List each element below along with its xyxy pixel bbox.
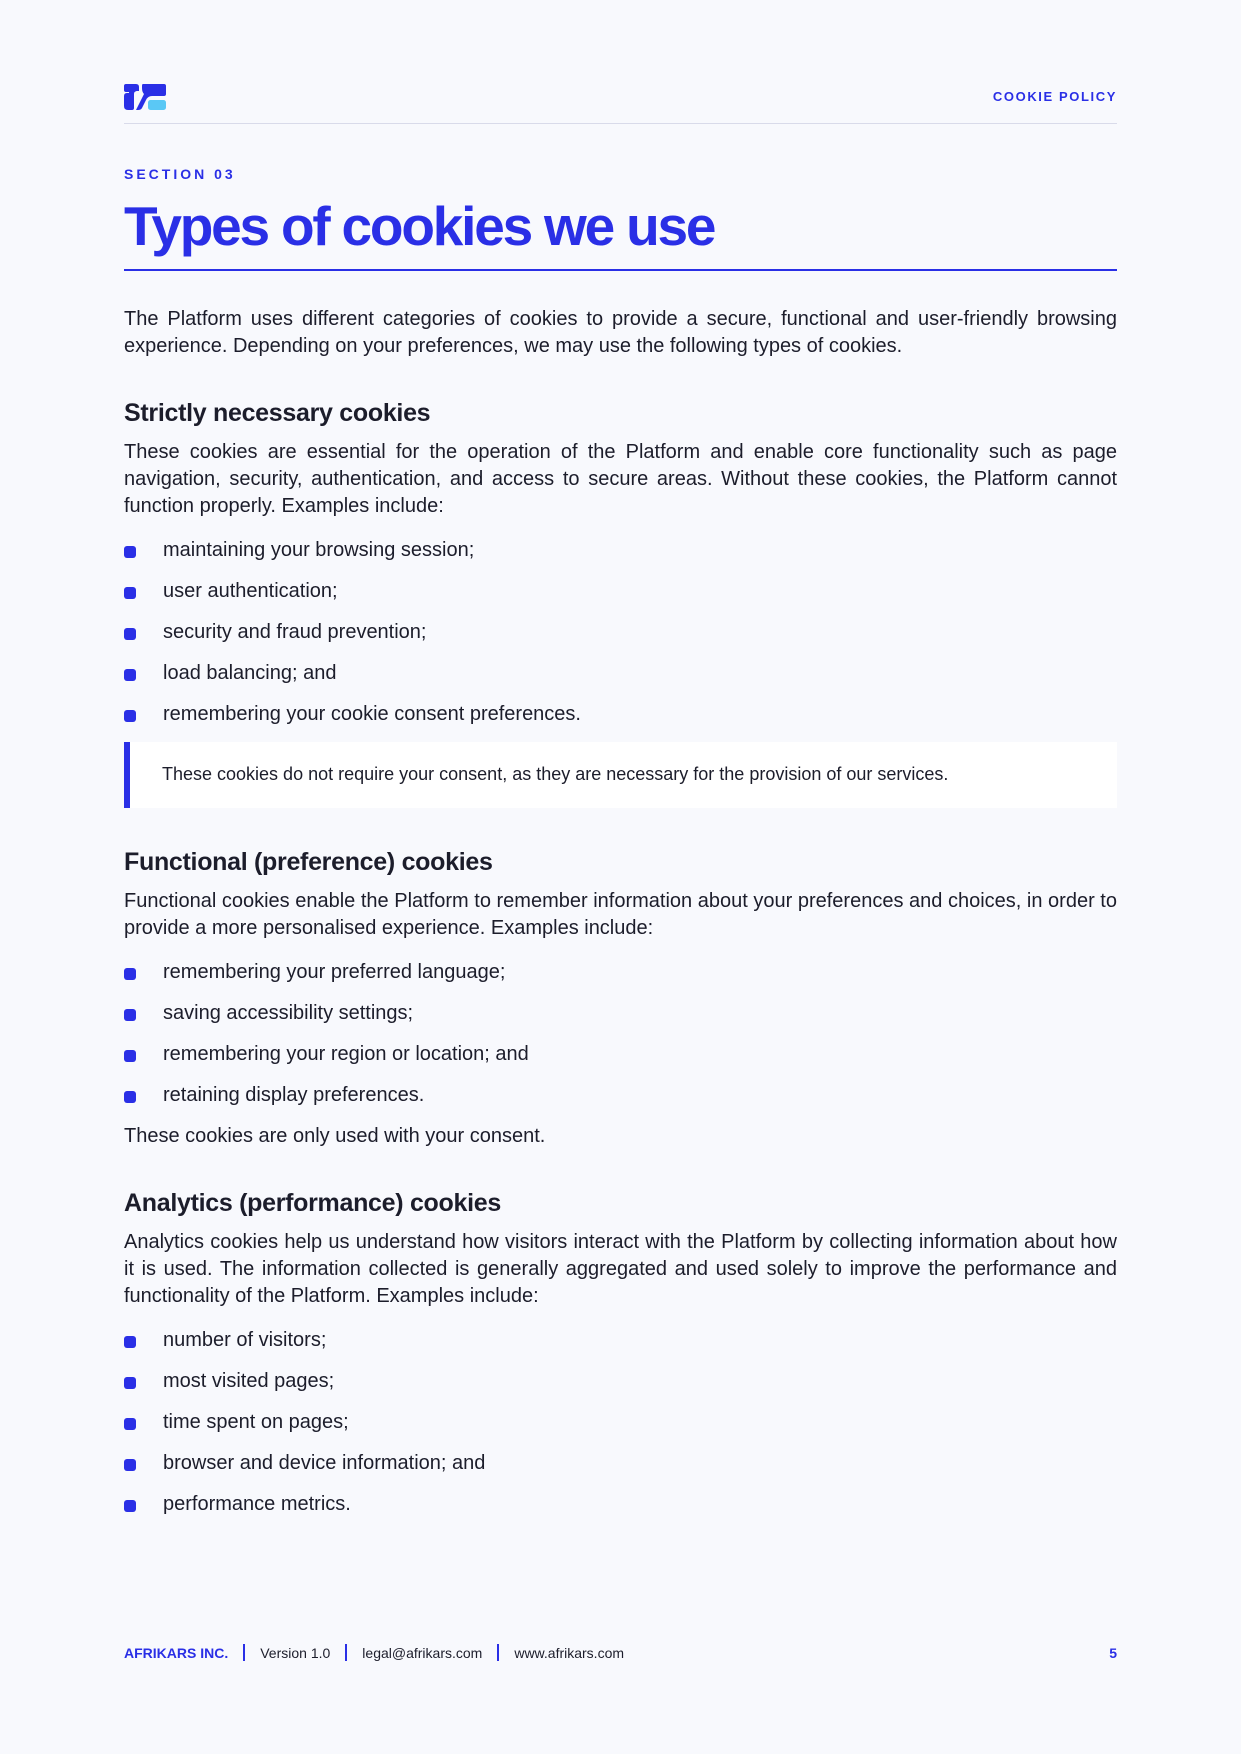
functional-paragraph: Functional cookies enable the Platform to remember information about your preferences and choices, in order to provide a more personalised experience. Examples include: bbox=[124, 890, 1117, 939]
list-item bbox=[124, 1327, 1117, 1354]
list-item bbox=[124, 537, 1117, 564]
list-item-text: retaining display preferences. bbox=[163, 1084, 425, 1106]
list-item-text: maintaining your browsing session; bbox=[163, 539, 475, 561]
list-item bbox=[124, 1082, 1117, 1109]
analytics-paragraph: Analytics cookies help us understand how visitors interact with the Platform by collecting information about how it is used. The information collected is generally aggregated and used solely to improve the performance and functionality of the Platform. Examples include: bbox=[124, 1231, 1117, 1307]
footer-separator bbox=[243, 1644, 245, 1661]
footer-separator bbox=[345, 1644, 347, 1661]
list-item-text: performance metrics. bbox=[163, 1493, 351, 1515]
bullet-icon bbox=[124, 968, 136, 980]
strictly-necessary-list bbox=[124, 537, 1117, 728]
list-item-text: time spent on pages; bbox=[163, 1411, 349, 1433]
footer-company: AFRIKARS INC. bbox=[124, 1645, 229, 1661]
section-number: SECTION 03 bbox=[124, 166, 236, 182]
document-page bbox=[124, 0, 1117, 1754]
bullet-icon bbox=[124, 1377, 136, 1389]
bullet-icon bbox=[124, 1418, 136, 1430]
intro-paragraph: The Platform uses different categories of cookies to provide a secure, functional and user-friendly browsing experience. Depending on your preferences, we may use the following types of cookies. bbox=[124, 308, 1117, 357]
bullet-icon bbox=[124, 628, 136, 640]
heading-strictly-necessary: Strictly necessary cookies bbox=[124, 399, 431, 427]
footer-website[interactable]: www.afrikars.com bbox=[514, 1645, 625, 1661]
list-item bbox=[124, 701, 1117, 728]
strictly-necessary-paragraph: These cookies are essential for the operation of the Platform and enable core functionality such as page navigation, security, authentication, and access to secure areas. Without these cookies, the Platform cannot function properly. Examples include: bbox=[124, 441, 1117, 517]
list-item-text: security and fraud prevention; bbox=[163, 621, 427, 643]
page-number: 5 bbox=[1109, 1645, 1117, 1661]
bullet-icon bbox=[124, 710, 136, 722]
list-item-text: remembering your region or location; and bbox=[163, 1043, 529, 1065]
functional-list bbox=[124, 959, 1117, 1109]
bullet-icon bbox=[124, 546, 136, 558]
bullet-icon bbox=[124, 669, 136, 681]
footer-separator bbox=[497, 1644, 499, 1661]
bullet-icon bbox=[124, 1500, 136, 1512]
footer-version: Version 1.0 bbox=[260, 1645, 331, 1661]
bullet-icon bbox=[124, 1050, 136, 1062]
list-item bbox=[124, 1368, 1117, 1395]
bullet-icon bbox=[124, 1009, 136, 1021]
functional-consent-note: These cookies are only used with your consent. bbox=[124, 1125, 546, 1147]
list-item bbox=[124, 660, 1117, 687]
list-item-text: most visited pages; bbox=[163, 1370, 335, 1392]
page-header bbox=[124, 82, 1117, 124]
bullet-icon bbox=[124, 587, 136, 599]
list-item-text: browser and device information; and bbox=[163, 1452, 486, 1474]
page-footer bbox=[124, 1642, 1117, 1664]
page-title: Types of cookies we use bbox=[124, 195, 715, 257]
bullet-icon bbox=[124, 1091, 136, 1103]
list-item bbox=[124, 578, 1117, 605]
list-item-text: saving accessibility settings; bbox=[163, 1002, 414, 1024]
list-item bbox=[124, 1409, 1117, 1436]
heading-functional: Functional (preference) cookies bbox=[124, 848, 493, 876]
list-item bbox=[124, 619, 1117, 646]
footer-email[interactable]: legal@afrikars.com bbox=[362, 1645, 483, 1661]
heading-analytics: Analytics (performance) cookies bbox=[124, 1189, 501, 1217]
list-item bbox=[124, 959, 1117, 986]
list-item bbox=[124, 1450, 1117, 1477]
analytics-list bbox=[124, 1327, 1117, 1518]
list-item-text: remembering your preferred language; bbox=[163, 961, 506, 983]
afrikars-logo-icon bbox=[124, 82, 166, 112]
consent-callout bbox=[124, 742, 1117, 808]
list-item bbox=[124, 1491, 1117, 1518]
list-item-text: load balancing; and bbox=[163, 662, 337, 684]
list-item bbox=[124, 1000, 1117, 1027]
list-item-text: user authentication; bbox=[163, 580, 338, 602]
page-content bbox=[124, 306, 1117, 1532]
bullet-icon bbox=[124, 1459, 136, 1471]
list-item-text: number of visitors; bbox=[163, 1329, 327, 1351]
title-divider bbox=[124, 269, 1117, 271]
callout-text: These cookies do not require your consent, as they are necessary for the provision of our services. bbox=[162, 764, 949, 784]
list-item-text: remembering your cookie consent preferences. bbox=[163, 703, 581, 725]
document-type-label: COOKIE POLICY bbox=[992, 89, 1117, 104]
list-item bbox=[124, 1041, 1117, 1068]
bullet-icon bbox=[124, 1336, 136, 1348]
